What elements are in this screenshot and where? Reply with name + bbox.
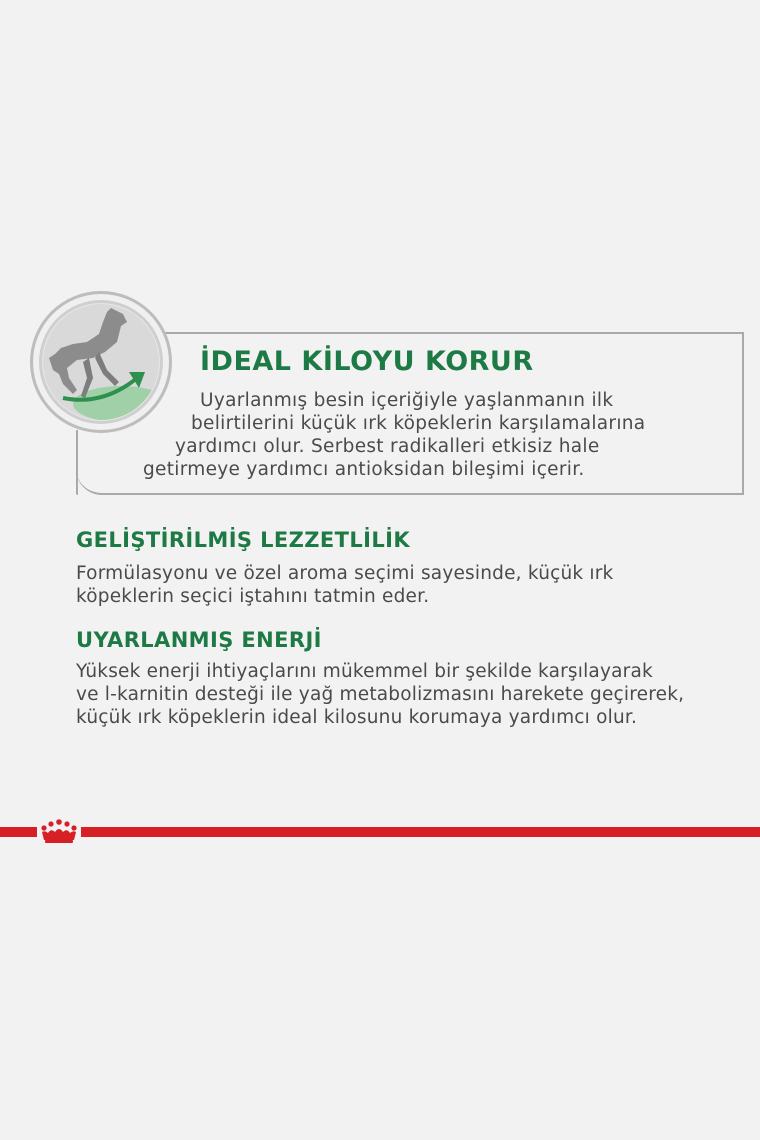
energy-text-line-1: Yüksek enerji ihtiyaçlarını mükemmel bir şekilde karşılayarak xyxy=(76,661,653,682)
palatability-text-line-2: köpeklerin seçici iştahını tatmin eder. xyxy=(76,586,430,607)
energy-text-line-2: ve l-karnitin desteği ile yağ metabolizmasını harekete geçirerek, xyxy=(76,684,685,705)
feature-text-line-3: yardımcı olur. Serbest radikalleri etkisiz hale xyxy=(175,436,600,457)
crown-icon xyxy=(37,818,81,846)
feature-text-line-2: belirtilerini küçük ırk köpeklerin karşılamalarına xyxy=(191,413,646,434)
feature-title: İDEAL KİLOYU KORUR xyxy=(200,346,534,377)
energy-heading: UYARLANMIŞ ENERJİ xyxy=(76,628,322,652)
energy-text-line-3: küçük ırk köpeklerin ideal kilosunu korumaya yardımcı olur. xyxy=(76,707,638,728)
feature-text-line-1: Uyarlanmış besin içeriğiyle yaşlanmanın ilk xyxy=(200,390,614,411)
feature-text-line-4: getirmeye yardımcı antioksidan bileşimi içerir. xyxy=(143,459,585,480)
palatability-text-line-1: Formülasyonu ve özel aroma seçimi sayesinde, küçük ırk xyxy=(76,563,614,584)
dog-weight-badge-icon xyxy=(30,291,172,433)
brand-stripe xyxy=(0,827,760,837)
palatability-heading: GELİŞTİRİLMİŞ LEZZETLİLİK xyxy=(76,528,411,552)
